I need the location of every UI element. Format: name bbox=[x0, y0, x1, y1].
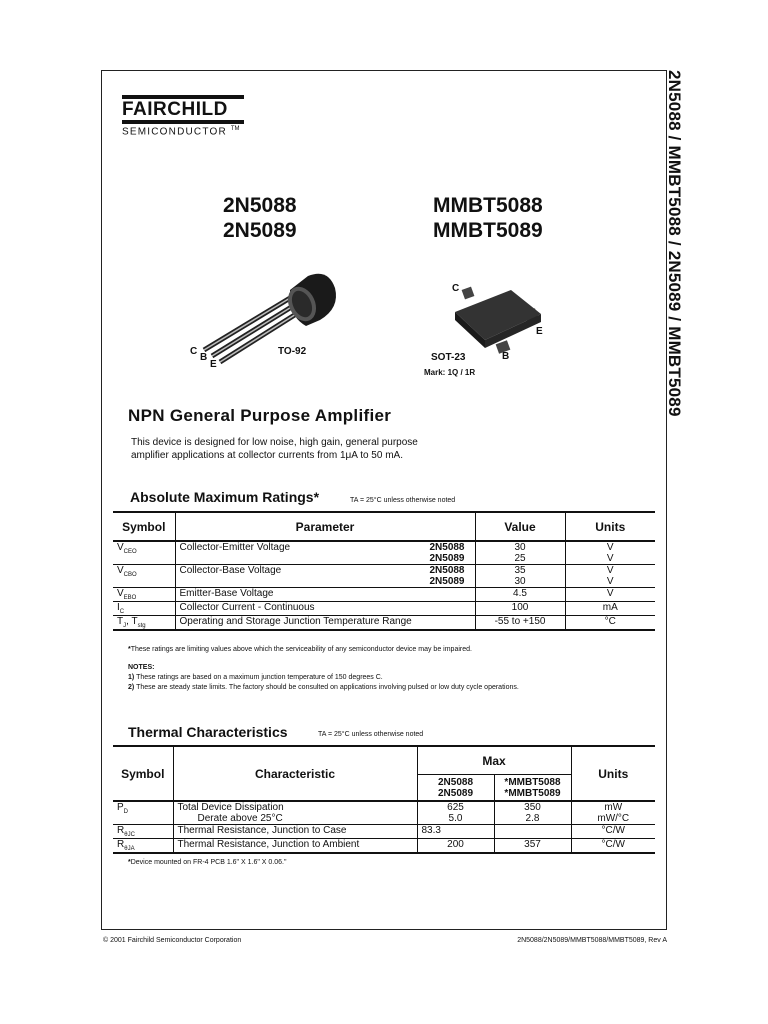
subhead-a1: 2N5088 bbox=[437, 777, 474, 788]
symbol-main: R bbox=[117, 839, 125, 850]
symbol-cell bbox=[113, 565, 175, 588]
symbol-main: T bbox=[117, 616, 124, 627]
max-b1: 350 bbox=[524, 802, 541, 813]
parameter-text: Collector-Base Voltage bbox=[179, 565, 282, 576]
characteristic-cell: Thermal Resistance, Junction to Ambient bbox=[173, 839, 417, 854]
symbol-main: R bbox=[117, 825, 125, 836]
device-2n5088: 2N5088 bbox=[429, 542, 465, 553]
footnote-asterisk: * bbox=[128, 859, 131, 866]
value-cell: 100 bbox=[475, 602, 565, 616]
sot23-package-icon bbox=[445, 284, 555, 359]
table-row bbox=[113, 839, 655, 854]
characteristic-line-1: Total Device Dissipation bbox=[177, 802, 284, 813]
units-cell: mA bbox=[565, 602, 655, 616]
part-number-group-right bbox=[433, 193, 543, 243]
table-row bbox=[113, 602, 655, 616]
amr-header-symbol: Symbol bbox=[122, 519, 166, 534]
part-number-group-left bbox=[223, 193, 297, 243]
symbol-cell bbox=[113, 541, 175, 565]
footer-doc-id: 2N5088/2N5089/MMBT5088/MMBT5089, Rev A bbox=[517, 937, 667, 944]
thermal-footnote bbox=[128, 858, 286, 868]
thermal-header-units: Units bbox=[571, 746, 655, 801]
parameter-cell bbox=[175, 565, 475, 588]
symbol-main: V bbox=[117, 588, 124, 599]
to92-pin-c: C bbox=[190, 346, 198, 357]
unit-1: V bbox=[606, 565, 614, 576]
note-1-text: These ratings are based on a maximum junction temperature of 150 degrees C. bbox=[136, 674, 383, 681]
characteristic-cell bbox=[173, 801, 417, 825]
max-a2: 5.0 bbox=[448, 813, 463, 824]
to92-label: TO-92 bbox=[278, 346, 307, 357]
symbol-sub: D bbox=[123, 809, 129, 815]
units-cell: V bbox=[565, 588, 655, 602]
sot23-pin-e: E bbox=[536, 326, 543, 337]
thermal-characteristics-table bbox=[113, 745, 655, 854]
part-number-mmbt5088: MMBT5088 bbox=[433, 194, 543, 217]
subhead-mmbt-parts bbox=[494, 775, 571, 802]
value-cell bbox=[475, 565, 565, 588]
units-cell bbox=[565, 541, 655, 565]
subhead-b1: *MMBT5088 bbox=[504, 777, 561, 788]
unit-2: V bbox=[606, 576, 614, 587]
value-1: 35 bbox=[514, 565, 526, 576]
amr-header-units: Units bbox=[565, 512, 655, 541]
max-mmbt-cell bbox=[494, 801, 571, 825]
thermal-header-max: Max bbox=[417, 746, 571, 775]
max-2n-cell: 200 bbox=[417, 839, 494, 854]
unit-2: V bbox=[606, 553, 614, 564]
symbol-sub-2: stg bbox=[137, 623, 146, 629]
symbol-main-2: , T bbox=[126, 616, 138, 627]
table-row bbox=[113, 588, 655, 602]
value-1: 30 bbox=[514, 542, 526, 553]
table-row bbox=[113, 565, 655, 588]
value-2: 25 bbox=[514, 553, 526, 564]
description-line-2: amplifier applications at collector currents from 1μA to 50 mA. bbox=[131, 449, 403, 461]
amr-header-parameter: Parameter bbox=[175, 512, 475, 541]
max-mmbt-cell bbox=[494, 825, 571, 839]
thermal-header-symbol: Symbol bbox=[121, 766, 165, 781]
footer-copyright: © 2001 Fairchild Semiconductor Corporation bbox=[103, 937, 242, 944]
sidebar-banner bbox=[664, 70, 704, 930]
symbol-main: V bbox=[117, 542, 124, 553]
symbol-main: P bbox=[117, 802, 124, 813]
symbol-cell bbox=[113, 602, 175, 616]
unit-2: mW/°C bbox=[597, 813, 630, 824]
page-title: NPN General Purpose Amplifier bbox=[128, 406, 392, 425]
units-cell: °C bbox=[565, 616, 655, 631]
amr-header-row bbox=[113, 512, 655, 541]
note-2 bbox=[128, 683, 519, 693]
note-1 bbox=[128, 673, 519, 683]
characteristic-cell: Thermal Resistance, Junction to Case bbox=[173, 825, 417, 839]
amr-header-value: Value bbox=[475, 512, 565, 541]
parameter-cell: Emitter-Base Voltage bbox=[175, 588, 475, 602]
logo-sub-text: SEMICONDUCTOR bbox=[122, 126, 227, 138]
symbol-sub: J bbox=[123, 623, 127, 629]
symbol-sub: θJC bbox=[124, 832, 135, 838]
max-2n-cell: 83.3 bbox=[417, 825, 494, 839]
amr-title: Absolute Maximum Ratings* bbox=[130, 489, 320, 505]
notes-title: NOTES: bbox=[128, 664, 155, 671]
sidebar-part-numbers: 2N5088 / MMBT5088 / 2N5089 / MMBT5089 bbox=[665, 70, 684, 417]
value-2: 30 bbox=[514, 576, 526, 587]
table-row bbox=[113, 825, 655, 839]
footnote-text: Device mounted on FR-4 PCB 1.6" X 1.6" X 0.06." bbox=[130, 859, 287, 866]
parameter-cell bbox=[175, 541, 475, 565]
symbol-cell bbox=[113, 825, 173, 839]
description-line-1: This device is designed for low noise, high gain, general purpose bbox=[131, 437, 418, 448]
thermal-title: Thermal Characteristics bbox=[128, 724, 288, 740]
note-1-number: 1) bbox=[128, 674, 135, 681]
symbol-cell bbox=[113, 588, 175, 602]
units-cell: °C/W bbox=[571, 825, 655, 839]
part-number-mmbt5089: MMBT5089 bbox=[433, 219, 543, 242]
to92-package-icon bbox=[190, 262, 350, 372]
part-number-2n5088: 2N5088 bbox=[223, 194, 297, 217]
device-2n5088: 2N5088 bbox=[429, 565, 465, 576]
symbol-cell bbox=[113, 616, 175, 631]
sot23-label: SOT-23 bbox=[431, 352, 466, 363]
logo-tm: TM bbox=[230, 126, 240, 132]
units-cell: °C/W bbox=[571, 839, 655, 854]
subhead-b2: *MMBT5089 bbox=[504, 788, 561, 799]
value-cell: 4.5 bbox=[475, 588, 565, 602]
to92-pin-e: E bbox=[210, 359, 217, 370]
footnote-asterisk: * bbox=[128, 646, 131, 653]
max-b2: 2.8 bbox=[525, 813, 540, 824]
note-2-number: 2) bbox=[128, 684, 135, 691]
part-number-2n5089: 2N5089 bbox=[223, 219, 297, 242]
unit-1: V bbox=[606, 542, 614, 553]
parameter-cell: Collector Current - Continuous bbox=[175, 602, 475, 616]
max-a1: 625 bbox=[447, 802, 464, 813]
table-row bbox=[113, 541, 655, 565]
thermal-header-row bbox=[113, 746, 655, 775]
characteristic-line-2: Derate above 25°C bbox=[197, 813, 283, 824]
symbol-sub: CEO bbox=[123, 549, 137, 555]
to92-pin-b: B bbox=[200, 352, 208, 363]
thermal-header-characteristic: Characteristic bbox=[173, 746, 417, 801]
symbol-sub: EBO bbox=[123, 595, 137, 601]
logo-subtitle bbox=[122, 126, 244, 137]
table-row bbox=[113, 616, 655, 631]
fairchild-logo bbox=[122, 95, 244, 137]
logo-bar-bottom bbox=[122, 120, 244, 124]
parameter-text: Collector-Emitter Voltage bbox=[179, 542, 291, 553]
symbol-main: V bbox=[117, 565, 124, 576]
symbol-sub: θJA bbox=[124, 846, 135, 852]
symbol-sub: C bbox=[119, 609, 125, 615]
max-2n-cell bbox=[417, 801, 494, 825]
amr-footnote bbox=[128, 645, 472, 655]
symbol-cell bbox=[113, 801, 173, 825]
amr-notes bbox=[128, 663, 519, 693]
note-2-text: These are steady state limits. The factory should be consulted on applications involving pulsed or low duty cycle operations. bbox=[136, 684, 519, 691]
device-2n5089: 2N5089 bbox=[429, 576, 465, 587]
sot23-pin-b: B bbox=[502, 351, 510, 362]
symbol-sub: CBO bbox=[123, 572, 137, 578]
units-cell bbox=[565, 565, 655, 588]
max-mmbt-cell: 357 bbox=[494, 839, 571, 854]
subhead-2n-parts bbox=[417, 775, 494, 802]
symbol-main: I bbox=[117, 602, 120, 613]
parameter-cell: Operating and Storage Junction Temperature Range bbox=[175, 616, 475, 631]
logo-brand: FAIRCHILD bbox=[122, 99, 228, 120]
symbol-cell bbox=[113, 839, 173, 854]
absolute-max-ratings-table bbox=[113, 511, 655, 631]
sot23-mark: Mark: 1Q / 1R bbox=[424, 368, 476, 377]
value-cell bbox=[475, 541, 565, 565]
unit-1: mW bbox=[604, 802, 623, 813]
sot23-pin-c: C bbox=[452, 283, 460, 294]
value-cell: -55 to +150 bbox=[475, 616, 565, 631]
amr-condition: TA = 25°C unless otherwise noted bbox=[350, 497, 456, 504]
units-cell bbox=[571, 801, 655, 825]
device-description bbox=[131, 437, 451, 462]
footnote-text: These ratings are limiting values above which the serviceability of any semiconductor device may be impaired. bbox=[130, 646, 472, 653]
subhead-a2: 2N5089 bbox=[437, 788, 474, 799]
table-row bbox=[113, 801, 655, 825]
thermal-condition: TA = 25°C unless otherwise noted bbox=[318, 731, 424, 738]
device-2n5089: 2N5089 bbox=[429, 553, 465, 564]
